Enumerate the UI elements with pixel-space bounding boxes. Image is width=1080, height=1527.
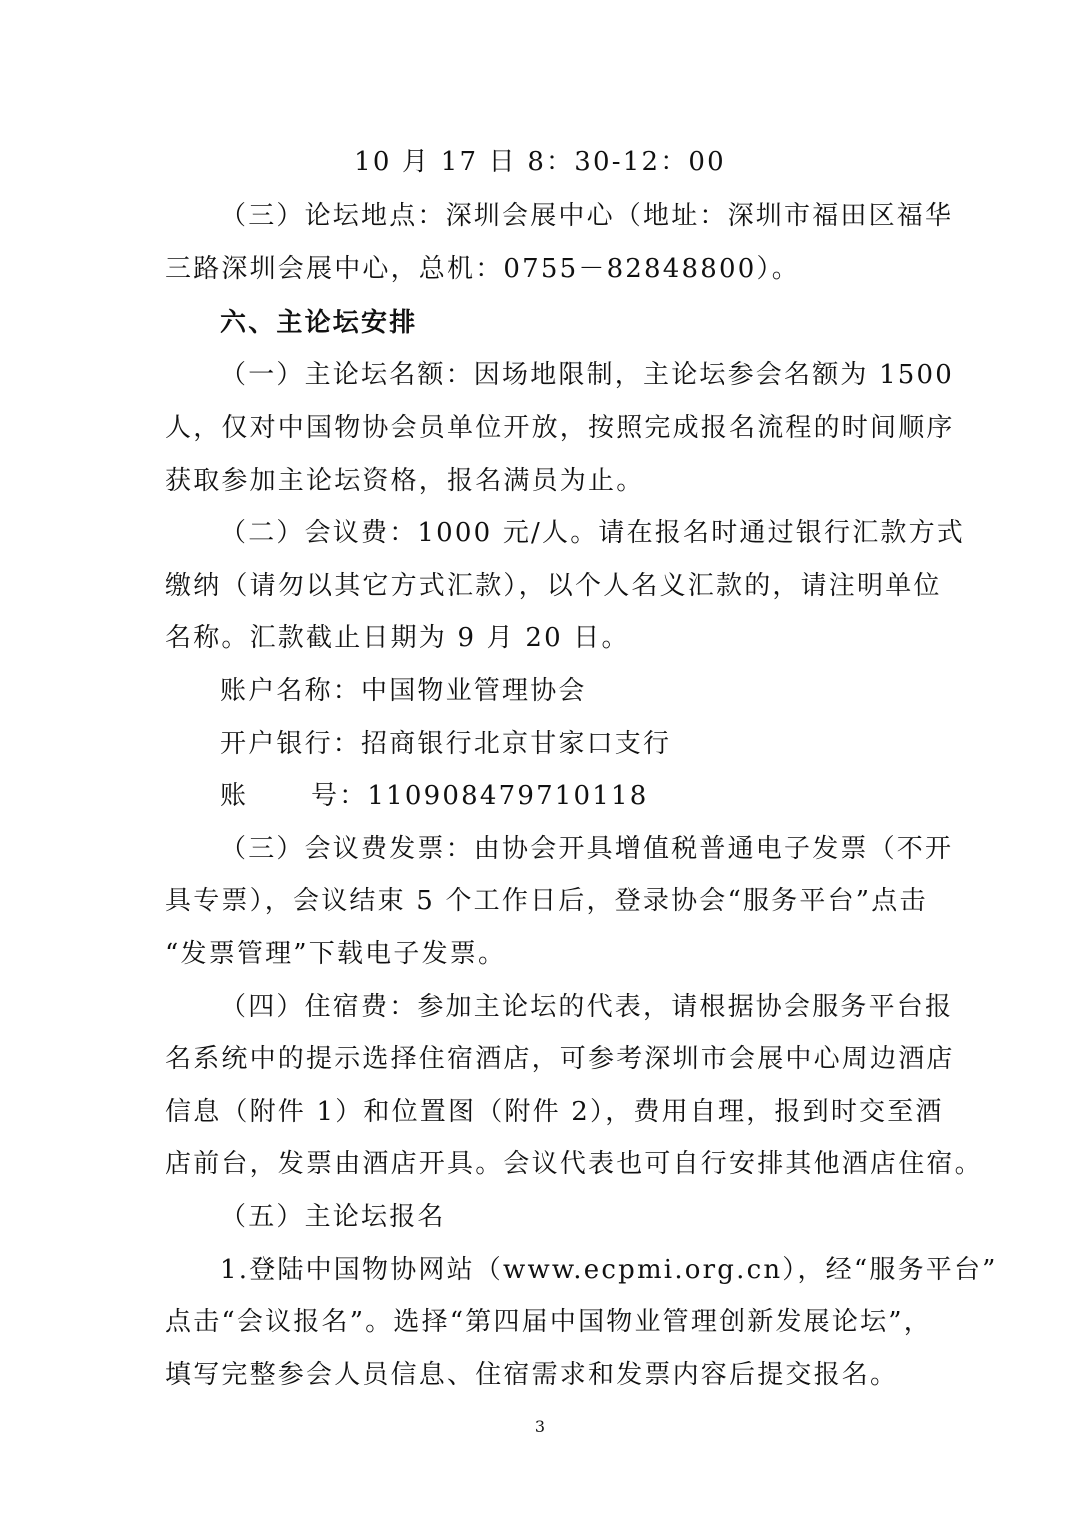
paragraph-line: 三路深圳会展中心，总机：0755－82848800）。 bbox=[165, 254, 800, 284]
account-name-line: 账户名称：中国物业管理协会 bbox=[220, 676, 587, 706]
paragraph-line: 人，仅对中国物协会员单位开放，按照完成报名流程的时间顺序 bbox=[165, 413, 955, 443]
account-number-line: 账 号：110908479710118 bbox=[220, 781, 649, 811]
paragraph-line: 具专票），会议结束 5 个工作日后，登录协会“服务平台”点击 bbox=[165, 886, 928, 916]
paragraph-line: 信息（附件 1）和位置图（附件 2），费用自理，报到时交至酒 bbox=[165, 1097, 944, 1127]
page-number: 3 bbox=[534, 1417, 546, 1436]
subsection-heading: （五）主论坛报名 bbox=[220, 1202, 446, 1232]
paragraph-line: （二）会议费：1000 元/人。请在报名时通过银行汇款方式 bbox=[220, 518, 965, 548]
paragraph-line: 缴纳（请勿以其它方式汇款），以个人名义汇款的，请注明单位 bbox=[165, 571, 942, 601]
paragraph-line: 店前台，发票由酒店开具。会议代表也可自行安排其他酒店住宿。 bbox=[165, 1149, 983, 1179]
paragraph-line: 获取参加主论坛资格，报名满员为止。 bbox=[165, 466, 645, 496]
paragraph-line: （一）主论坛名额：因场地限制，主论坛参会名额为 1500 bbox=[220, 360, 955, 390]
paragraph-line: （三）会议费发票：由协会开具增值税普通电子发票（不开 bbox=[220, 834, 954, 864]
paragraph-line: 名系统中的提示选择住宿酒店，可参考深圳市会展中心周边酒店 bbox=[165, 1044, 955, 1074]
paragraph-line: 点击“会议报名”。选择“第四届中国物业管理创新发展论坛”， bbox=[165, 1307, 932, 1337]
paragraph-line: 名称。汇款截止日期为 9 月 20 日。 bbox=[165, 623, 630, 653]
paragraph-line: （四）住宿费：参加主论坛的代表，请根据协会服务平台报 bbox=[220, 992, 954, 1022]
paragraph-line: 填写完整参会人员信息、住宿需求和发票内容后提交报名。 bbox=[165, 1360, 899, 1390]
schedule-time: 10 月 17 日 8：30-12：00 bbox=[354, 147, 726, 177]
paragraph-line: （三）论坛地点：深圳会展中心（地址：深圳市福田区福华 bbox=[220, 201, 954, 231]
bank-line: 开户银行：招商银行北京甘家口支行 bbox=[220, 729, 672, 759]
section-heading: 六、主论坛安排 bbox=[220, 308, 418, 338]
paragraph-line: 1.登陆中国物协网站（www.ecpmi.org.cn），经“服务平台” bbox=[220, 1255, 998, 1285]
paragraph-line: “发票管理”下载电子发票。 bbox=[165, 939, 507, 969]
